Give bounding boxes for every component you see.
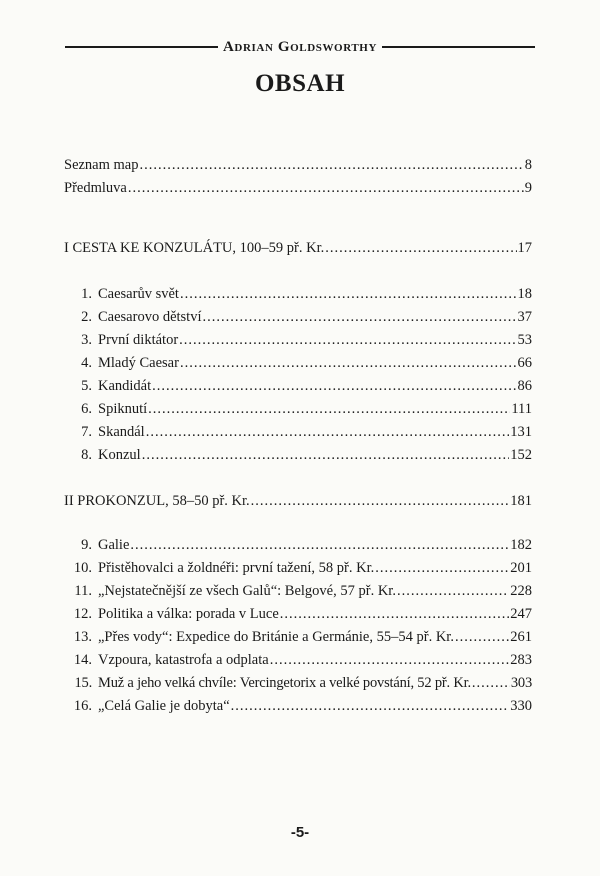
chapter-title: „Přes vody“: Expedice do Británie a Germánie, 55–54 př. Kr. [98, 629, 454, 645]
chapter-number: 2. [81, 309, 92, 325]
toc-part-1 [64, 237, 532, 260]
chapter-page: 111 [511, 401, 532, 417]
chapter-page: 261 [510, 629, 532, 645]
leader-dots [130, 534, 509, 557]
chapter-number: 7. [81, 424, 92, 440]
toc-entry-page: 8 [524, 157, 532, 173]
chapter-title: Caesarův svět [98, 286, 179, 302]
leader-dots [270, 649, 510, 672]
chapter-title: Kandidát [98, 378, 152, 394]
chapter-number: 1. [81, 286, 92, 302]
chapter-title: Spiknutí [98, 401, 148, 417]
chapter-title: Skandál [98, 424, 145, 440]
toc-entry [64, 177, 532, 200]
chapter-entry [64, 283, 532, 306]
leader-dots [325, 237, 516, 260]
leader-dots [472, 672, 510, 695]
chapter-number: 9. [81, 537, 92, 553]
chapter-entry [64, 534, 532, 557]
chapter-entry [64, 695, 532, 718]
chapter-title: Galie [98, 537, 130, 553]
chapter-title: Přistěhovalci a žoldnéři: první tažení, 58 př. Kr. [98, 560, 375, 576]
chapter-entry [64, 444, 532, 467]
chapter-number: 16. [73, 698, 92, 714]
running-header [65, 36, 535, 58]
chapter-number: 4. [81, 355, 92, 371]
chapter-entry [64, 672, 532, 695]
chapter-entry [64, 421, 532, 444]
chapter-title: Konzul [98, 447, 141, 463]
chapter-number: 8. [81, 447, 92, 463]
leader-dots [397, 580, 509, 603]
chapter-title: Muž a jeho velká chvíle: Vercingetorix a velké povstání, 52 př. Kr. [98, 675, 471, 691]
leader-dots [455, 626, 509, 649]
chapter-page: 152 [510, 447, 532, 463]
chapter-page: 247 [510, 606, 532, 622]
chapter-entry [64, 580, 532, 603]
chapter-number: 15. [74, 675, 92, 691]
leader-dots [140, 154, 524, 177]
author-name: Adrian Goldsworthy [223, 38, 378, 55]
chapter-title: Vzpoura, katastrofa a odplata [98, 652, 269, 668]
toc-entry-page: 9 [524, 180, 532, 196]
leader-dots [146, 421, 510, 444]
page-title: OBSAH [254, 70, 346, 97]
chapter-number: 6. [81, 401, 92, 417]
chapter-number: 3. [81, 332, 92, 348]
toc-part-2-chapters [64, 534, 532, 718]
part-title: II PROKONZUL, 58–50 př. Kr. [64, 493, 250, 509]
chapter-entry [64, 306, 532, 329]
chapter-page: 330 [510, 698, 532, 714]
leader-dots [128, 177, 524, 200]
chapter-entry [64, 626, 532, 649]
chapter-number: 10. [73, 560, 92, 576]
toc-front-matter [64, 154, 532, 200]
chapter-page: 53 [517, 332, 532, 348]
page-number: -5- [290, 824, 310, 841]
chapter-page: 283 [510, 652, 532, 668]
chapter-number: 14. [73, 652, 92, 668]
chapter-number: 5. [81, 378, 92, 394]
chapter-page: 37 [517, 309, 532, 325]
chapter-title: Politika a válka: porada v Luce [98, 606, 279, 622]
leader-dots [152, 375, 516, 398]
leader-dots [180, 352, 517, 375]
chapter-page: 18 [517, 286, 532, 302]
toc-entry [64, 154, 532, 177]
part-page: 181 [510, 493, 532, 509]
toc-entry-label: Seznam map [64, 157, 139, 173]
leader-dots [375, 557, 509, 580]
chapter-title: Mladý Caesar [98, 355, 179, 371]
part-heading [64, 490, 532, 513]
chapter-number: 12. [73, 606, 92, 622]
leader-dots [179, 329, 516, 352]
chapter-title: Caesarovo dětství [98, 309, 202, 325]
leader-dots [280, 603, 509, 626]
header-rule-left [65, 46, 218, 48]
chapter-number: 13. [73, 629, 92, 645]
leader-dots [180, 283, 517, 306]
toc-part-1-chapters [64, 283, 532, 467]
leader-dots [148, 398, 510, 421]
part-title: I CESTA KE KONZULÁTU, 100–59 př. Kr. [64, 240, 325, 256]
toc-part-2 [64, 490, 532, 513]
leader-dots [203, 306, 517, 329]
chapter-page: 303 [510, 675, 532, 691]
chapter-page: 201 [510, 560, 532, 576]
chapter-entry [64, 649, 532, 672]
chapter-page: 66 [517, 355, 532, 371]
chapter-entry [64, 603, 532, 626]
chapter-title: „Nejstatečnější ze všech Galů“: Belgové, 57 př. Kr. [98, 583, 396, 599]
chapter-entry [64, 557, 532, 580]
leader-dots [251, 490, 510, 513]
part-heading [64, 237, 532, 260]
part-page: 17 [517, 240, 532, 256]
chapter-entry [64, 398, 532, 421]
chapter-number: 11. [74, 583, 92, 599]
chapter-page: 182 [510, 537, 532, 553]
chapter-page: 131 [510, 424, 532, 440]
chapter-entry [64, 352, 532, 375]
chapter-entry [64, 329, 532, 352]
leader-dots [142, 444, 510, 467]
chapter-title: „Celá Galie je dobyta“ [98, 698, 230, 714]
chapter-page: 86 [517, 378, 532, 394]
chapter-entry [64, 375, 532, 398]
chapter-title: První diktátor [98, 332, 179, 348]
toc-entry-label: Předmluva [64, 180, 127, 196]
chapter-page: 228 [510, 583, 532, 599]
leader-dots [231, 695, 510, 718]
header-rule-right [382, 46, 535, 48]
